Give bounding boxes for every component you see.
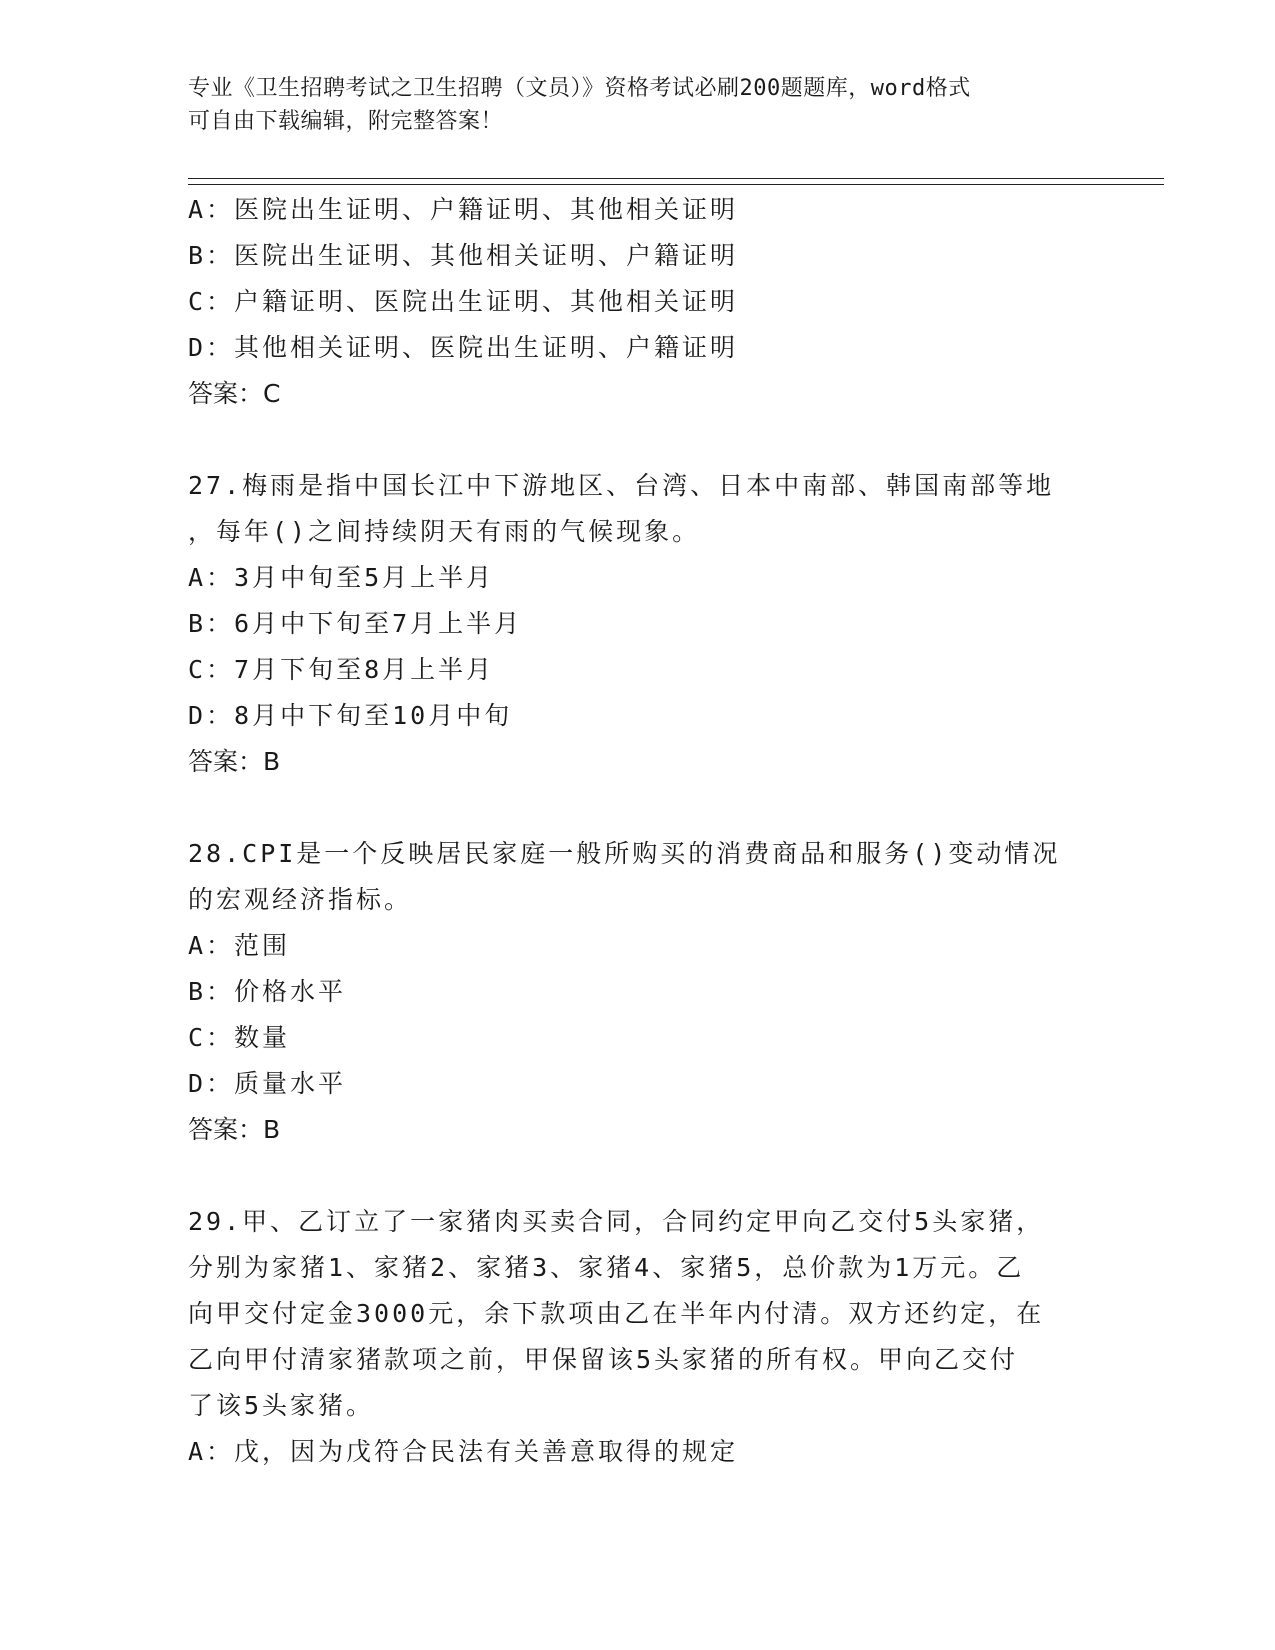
q27-stem-line-2: ，每年()之间持续阴天有雨的气候现象。 <box>188 517 701 546</box>
q29-stem-line-2: 分别为家猪1、家猪2、家猪3、家猪4、家猪5，总价款为1万元。乙 <box>188 1253 1025 1282</box>
q27-option-d: D：8月中下旬至10月中旬 <box>188 701 513 730</box>
q28-stem-line-2: 的宏观经济指标。 <box>188 885 413 914</box>
q27-option-a: A：3月中旬至5月上半月 <box>188 563 495 592</box>
q26-option-d: D：其他相关证明、医院出生证明、户籍证明 <box>188 333 739 362</box>
q28-option-d: D：质量水平 <box>188 1069 347 1098</box>
q29-stem-line-3: 向甲交付定金3000元，余下款项由乙在半年内付清。双方还约定，在 <box>188 1299 1045 1328</box>
q28-stem-line-1: 28.CPI是一个反映居民家庭一般所购买的消费商品和服务()变动情况 <box>188 839 1061 868</box>
question-29 <box>188 1199 1088 1475</box>
q27-option-c: C：7月下旬至8月上半月 <box>188 655 495 684</box>
document-header <box>188 72 1088 138</box>
q27-option-b: B：6月中下旬至7月上半月 <box>188 609 523 638</box>
q26-option-c: C：户籍证明、医院出生证明、其他相关证明 <box>188 287 739 316</box>
spacer <box>188 1153 1088 1199</box>
question-28 <box>188 831 1088 1153</box>
q26-answer: 答案：C <box>188 379 281 408</box>
spacer <box>188 785 1088 831</box>
q27-stem-line-1: 27.梅雨是指中国长江中下游地区、台湾、日本中南部、韩国南部等地 <box>188 471 1055 500</box>
document-body <box>188 187 1088 1475</box>
spacer <box>188 417 1088 463</box>
header-divider-top <box>188 178 1164 179</box>
q29-stem-line-5: 了该5头家猪。 <box>188 1391 375 1420</box>
q28-option-c: C：数量 <box>188 1023 291 1052</box>
header-divider-bottom <box>188 184 1164 185</box>
q26-option-b: B：医院出生证明、其他相关证明、户籍证明 <box>188 241 739 270</box>
q27-answer: 答案：B <box>188 747 281 776</box>
q28-option-b: B：价格水平 <box>188 977 347 1006</box>
q29-stem-line-4: 乙向甲付清家猪款项之前，甲保留该5头家猪的所有权。甲向乙交付 <box>188 1345 1019 1374</box>
header-line-1: 专业《卫生招聘考试之卫生招聘（文员）》资格考试必刷200题题库，word格式 <box>188 76 971 101</box>
header-line-2: 可自由下载编辑，附完整答案！ <box>188 109 504 134</box>
question-26 <box>188 187 1088 417</box>
q29-stem-line-1: 29.甲、乙订立了一家猪肉买卖合同，合同约定甲向乙交付5头家猪， <box>188 1207 1045 1236</box>
q28-answer: 答案：B <box>188 1115 281 1144</box>
question-27 <box>188 463 1088 785</box>
q29-option-a: A：戊，因为戊符合民法有关善意取得的规定 <box>188 1437 739 1466</box>
q28-option-a: A：范围 <box>188 931 291 960</box>
q26-option-a: A：医院出生证明、户籍证明、其他相关证明 <box>188 195 739 224</box>
